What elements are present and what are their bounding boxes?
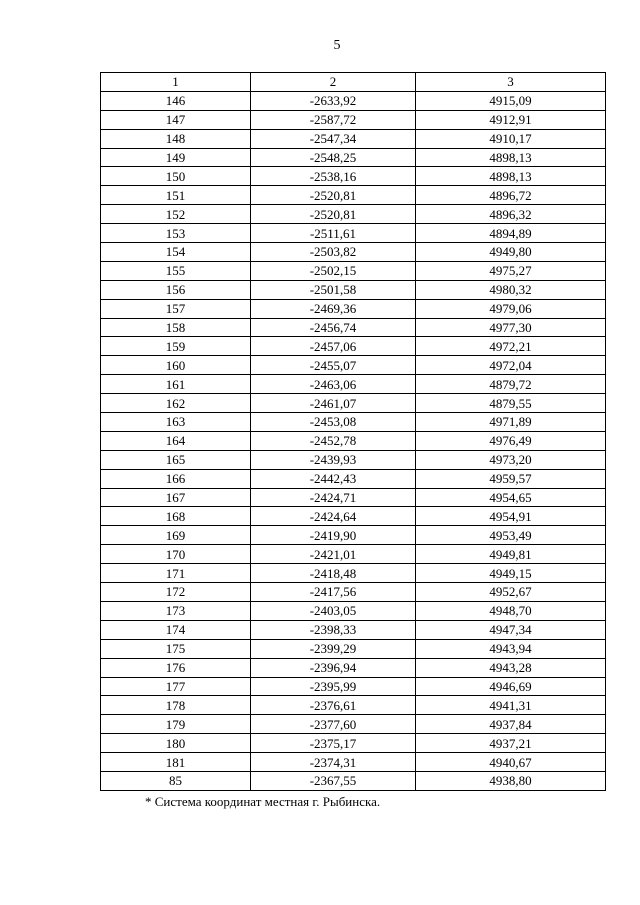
cell-point-number: 177 bbox=[101, 677, 251, 696]
table-row bbox=[101, 394, 606, 413]
table-row bbox=[101, 771, 606, 790]
cell-point-number: 148 bbox=[101, 129, 251, 148]
cell-y: 4954,65 bbox=[416, 488, 606, 507]
table-row bbox=[101, 224, 606, 243]
cell-y: 4972,04 bbox=[416, 356, 606, 375]
table-row bbox=[101, 356, 606, 375]
cell-x: -2417,56 bbox=[251, 583, 416, 602]
cell-point-number: 165 bbox=[101, 450, 251, 469]
table-row bbox=[101, 526, 606, 545]
cell-x: -2424,64 bbox=[251, 507, 416, 526]
table-row bbox=[101, 469, 606, 488]
cell-x: -2502,15 bbox=[251, 261, 416, 280]
cell-y: 4896,32 bbox=[416, 205, 606, 224]
cell-x: -2503,82 bbox=[251, 243, 416, 262]
table-row bbox=[101, 715, 606, 734]
cell-y: 4959,57 bbox=[416, 469, 606, 488]
cell-y: 4943,28 bbox=[416, 658, 606, 677]
cell-point-number: 167 bbox=[101, 488, 251, 507]
table-row bbox=[101, 488, 606, 507]
cell-x: -2424,71 bbox=[251, 488, 416, 507]
table-row bbox=[101, 734, 606, 753]
table-row bbox=[101, 337, 606, 356]
cell-y: 4977,30 bbox=[416, 318, 606, 337]
page-number: 5 bbox=[333, 38, 341, 53]
cell-point-number: 85 bbox=[101, 771, 251, 790]
table-row bbox=[101, 167, 606, 186]
table-row bbox=[101, 148, 606, 167]
table-row bbox=[101, 186, 606, 205]
cell-point-number: 179 bbox=[101, 715, 251, 734]
cell-point-number: 170 bbox=[101, 545, 251, 564]
table-row bbox=[101, 261, 606, 280]
cell-point-number: 151 bbox=[101, 186, 251, 205]
cell-point-number: 166 bbox=[101, 469, 251, 488]
cell-y: 4953,49 bbox=[416, 526, 606, 545]
cell-x: -2633,92 bbox=[251, 91, 416, 110]
cell-x: -2377,60 bbox=[251, 715, 416, 734]
table-row bbox=[101, 431, 606, 450]
column-header-x: 2 bbox=[251, 73, 416, 92]
table-row bbox=[101, 205, 606, 224]
cell-x: -2520,81 bbox=[251, 186, 416, 205]
cell-y: 4898,13 bbox=[416, 148, 606, 167]
cell-y: 4972,21 bbox=[416, 337, 606, 356]
cell-point-number: 172 bbox=[101, 583, 251, 602]
cell-point-number: 180 bbox=[101, 734, 251, 753]
cell-y: 4980,32 bbox=[416, 280, 606, 299]
coordinates-table bbox=[100, 72, 606, 791]
cell-point-number: 157 bbox=[101, 299, 251, 318]
table-row bbox=[101, 243, 606, 262]
cell-y: 4910,17 bbox=[416, 129, 606, 148]
table-row bbox=[101, 413, 606, 432]
cell-x: -2396,94 bbox=[251, 658, 416, 677]
cell-point-number: 162 bbox=[101, 394, 251, 413]
cell-x: -2452,78 bbox=[251, 431, 416, 450]
cell-x: -2520,81 bbox=[251, 205, 416, 224]
cell-point-number: 158 bbox=[101, 318, 251, 337]
cell-y: 4879,55 bbox=[416, 394, 606, 413]
cell-y: 4975,27 bbox=[416, 261, 606, 280]
cell-x: -2421,01 bbox=[251, 545, 416, 564]
cell-y: 4937,21 bbox=[416, 734, 606, 753]
cell-y: 4971,89 bbox=[416, 413, 606, 432]
cell-y: 4943,94 bbox=[416, 639, 606, 658]
cell-x: -2374,31 bbox=[251, 753, 416, 772]
cell-y: 4879,72 bbox=[416, 375, 606, 394]
cell-point-number: 156 bbox=[101, 280, 251, 299]
cell-x: -2442,43 bbox=[251, 469, 416, 488]
table-row bbox=[101, 280, 606, 299]
cell-point-number: 168 bbox=[101, 507, 251, 526]
column-header-point-number: 1 bbox=[101, 73, 251, 92]
cell-x: -2456,74 bbox=[251, 318, 416, 337]
table-row bbox=[101, 129, 606, 148]
cell-x: -2455,07 bbox=[251, 356, 416, 375]
cell-x: -2501,58 bbox=[251, 280, 416, 299]
footnote: * Система координат местная г. Рыбинска. bbox=[145, 794, 381, 809]
cell-x: -2587,72 bbox=[251, 110, 416, 129]
cell-x: -2398,33 bbox=[251, 620, 416, 639]
cell-y: 4941,31 bbox=[416, 696, 606, 715]
table-row bbox=[101, 564, 606, 583]
table-row bbox=[101, 639, 606, 658]
cell-y: 4898,13 bbox=[416, 167, 606, 186]
cell-x: -2548,25 bbox=[251, 148, 416, 167]
cell-y: 4896,72 bbox=[416, 186, 606, 205]
cell-x: -2457,06 bbox=[251, 337, 416, 356]
cell-point-number: 152 bbox=[101, 205, 251, 224]
table-row bbox=[101, 583, 606, 602]
cell-x: -2463,06 bbox=[251, 375, 416, 394]
cell-point-number: 181 bbox=[101, 753, 251, 772]
cell-point-number: 159 bbox=[101, 337, 251, 356]
cell-point-number: 176 bbox=[101, 658, 251, 677]
table-row bbox=[101, 545, 606, 564]
cell-y: 4915,09 bbox=[416, 91, 606, 110]
table-row bbox=[101, 318, 606, 337]
cell-point-number: 150 bbox=[101, 167, 251, 186]
cell-x: -2461,07 bbox=[251, 394, 416, 413]
cell-y: 4894,89 bbox=[416, 224, 606, 243]
table-header-row bbox=[101, 73, 606, 92]
cell-point-number: 153 bbox=[101, 224, 251, 243]
cell-point-number: 171 bbox=[101, 564, 251, 583]
table-row bbox=[101, 696, 606, 715]
table-row bbox=[101, 601, 606, 620]
cell-point-number: 169 bbox=[101, 526, 251, 545]
cell-y: 4949,80 bbox=[416, 243, 606, 262]
cell-x: -2376,61 bbox=[251, 696, 416, 715]
cell-y: 4946,69 bbox=[416, 677, 606, 696]
cell-y: 4976,49 bbox=[416, 431, 606, 450]
cell-x: -2375,17 bbox=[251, 734, 416, 753]
table-row bbox=[101, 677, 606, 696]
column-header-y: 3 bbox=[416, 73, 606, 92]
cell-point-number: 154 bbox=[101, 243, 251, 262]
cell-y: 4947,34 bbox=[416, 620, 606, 639]
cell-point-number: 146 bbox=[101, 91, 251, 110]
cell-point-number: 161 bbox=[101, 375, 251, 394]
cell-y: 4973,20 bbox=[416, 450, 606, 469]
table-row bbox=[101, 753, 606, 772]
cell-y: 4937,84 bbox=[416, 715, 606, 734]
cell-point-number: 173 bbox=[101, 601, 251, 620]
cell-x: -2418,48 bbox=[251, 564, 416, 583]
table-row bbox=[101, 299, 606, 318]
cell-x: -2399,29 bbox=[251, 639, 416, 658]
cell-y: 4949,81 bbox=[416, 545, 606, 564]
cell-x: -2469,36 bbox=[251, 299, 416, 318]
table-row bbox=[101, 507, 606, 526]
cell-x: -2453,08 bbox=[251, 413, 416, 432]
cell-x: -2439,93 bbox=[251, 450, 416, 469]
cell-x: -2547,34 bbox=[251, 129, 416, 148]
cell-x: -2403,05 bbox=[251, 601, 416, 620]
cell-point-number: 160 bbox=[101, 356, 251, 375]
cell-y: 4940,67 bbox=[416, 753, 606, 772]
cell-y: 4952,67 bbox=[416, 583, 606, 602]
cell-point-number: 164 bbox=[101, 431, 251, 450]
table-row bbox=[101, 110, 606, 129]
cell-y: 4912,91 bbox=[416, 110, 606, 129]
cell-x: -2511,61 bbox=[251, 224, 416, 243]
cell-point-number: 174 bbox=[101, 620, 251, 639]
table-row bbox=[101, 375, 606, 394]
cell-y: 4948,70 bbox=[416, 601, 606, 620]
cell-y: 4954,91 bbox=[416, 507, 606, 526]
cell-point-number: 149 bbox=[101, 148, 251, 167]
cell-point-number: 178 bbox=[101, 696, 251, 715]
cell-point-number: 163 bbox=[101, 413, 251, 432]
table-row bbox=[101, 450, 606, 469]
cell-x: -2367,55 bbox=[251, 771, 416, 790]
cell-x: -2419,90 bbox=[251, 526, 416, 545]
cell-y: 4949,15 bbox=[416, 564, 606, 583]
cell-y: 4979,06 bbox=[416, 299, 606, 318]
coordinates-table-body bbox=[101, 73, 606, 791]
table-row bbox=[101, 658, 606, 677]
table-row bbox=[101, 620, 606, 639]
cell-point-number: 175 bbox=[101, 639, 251, 658]
cell-y: 4938,80 bbox=[416, 771, 606, 790]
cell-point-number: 147 bbox=[101, 110, 251, 129]
cell-x: -2538,16 bbox=[251, 167, 416, 186]
table-row bbox=[101, 91, 606, 110]
cell-x: -2395,99 bbox=[251, 677, 416, 696]
cell-point-number: 155 bbox=[101, 261, 251, 280]
